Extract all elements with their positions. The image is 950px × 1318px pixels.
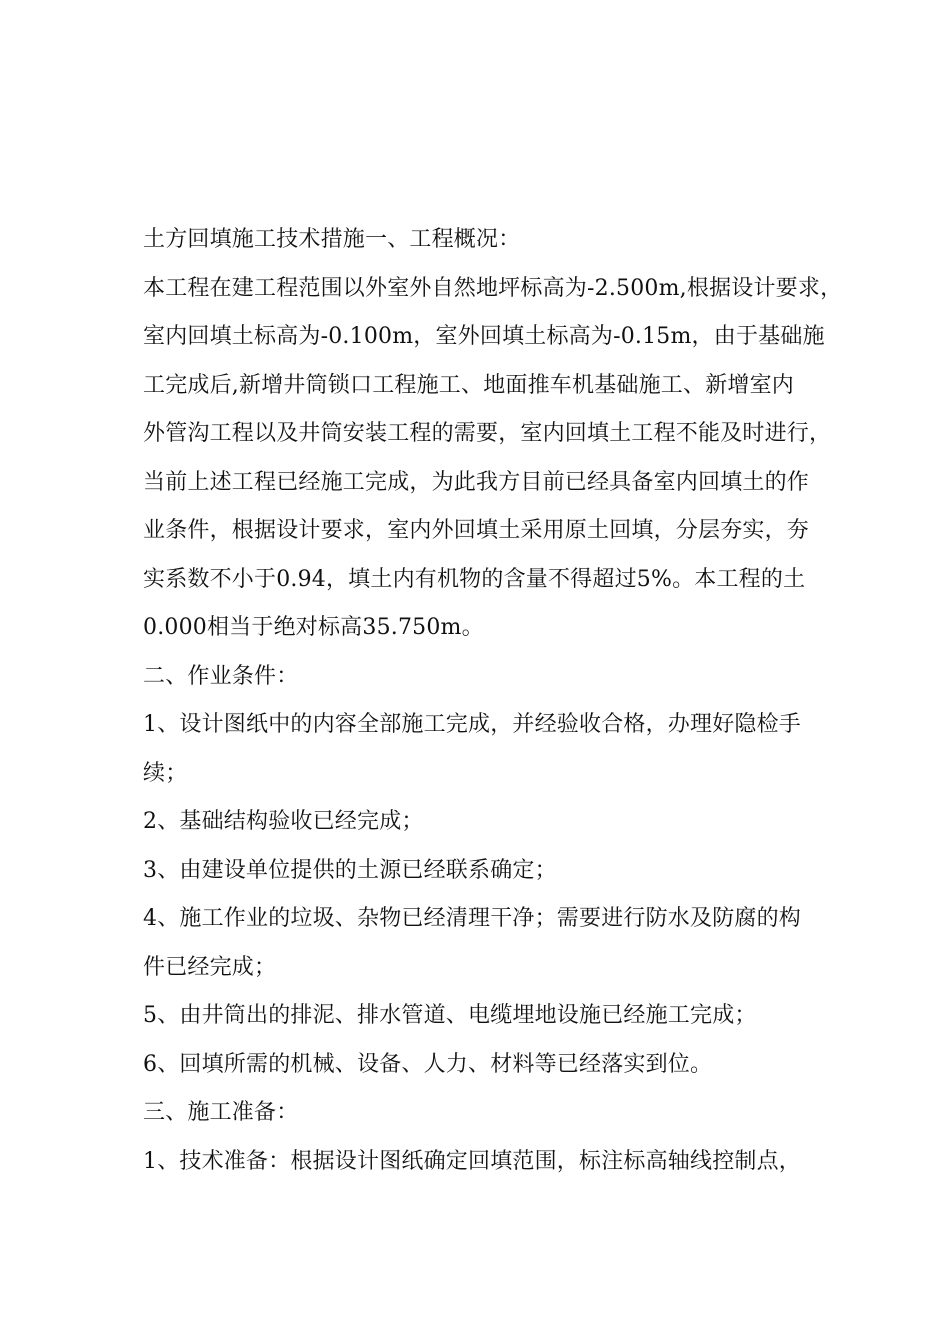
section-heading: 三、施工准备： [143, 1100, 299, 1125]
paragraph-line: 0.000相当于绝对标高35.750m。 [143, 615, 484, 640]
list-item-line: 4、施工作业的垃圾、杂物已经清理干净；需要进行防水及防腐的构 [143, 906, 801, 931]
list-item-line: 1、技术准备：根据设计图纸确定回填范围，标注标高轴线控制点， [143, 1148, 801, 1174]
paragraph-line: 工完成后,新增井筒锁口工程施工、地面推车机基础施工、新增室内 [143, 372, 794, 398]
paragraph-line: 外管沟工程以及井筒安装工程的需要，室内回填土工程不能及时进行， [143, 421, 832, 446]
paragraph-line: 当前上述工程已经施工完成，为此我方目前已经具备室内回填土的作 [143, 469, 810, 495]
paragraph-line: 本工程在建工程范围以外室外自然地坪标高为-2.500m,根据设计要求， [143, 275, 843, 301]
paragraph-line: 业条件，根据设计要求，室内外回填土采用原土回填，分层夯实，夯 [143, 518, 810, 543]
document-title-line: 土方回填施工技术措施一、工程概况： [143, 227, 521, 252]
list-item-line: 2、基础结构验收已经完成； [143, 809, 424, 834]
paragraph-line: 实系数不小于0.94，填土内有机物的含量不得超过5%。本工程的土 [143, 566, 806, 592]
document-body [143, 216, 843, 1186]
list-item-line: 3、由建设单位提供的土源已经联系确定； [143, 857, 557, 883]
list-item-line: 1、设计图纸中的内容全部施工完成，并经验收合格，办理好隐检手 [143, 712, 801, 737]
paragraph-line: 室内回填土标高为-0.100m，室外回填土标高为-0.15m，由于基础施 [143, 324, 825, 349]
list-item-line: 件已经完成； [143, 954, 277, 980]
list-item-line: 5、由井筒出的排泥、排水管道、电缆埋地设施已经施工完成； [143, 1003, 757, 1028]
section-heading: 二、作业条件： [143, 663, 299, 689]
list-item-line: 续； [143, 760, 188, 786]
list-item-line: 6、回填所需的机械、设备、人力、材料等已经落实到位。 [143, 1051, 713, 1077]
